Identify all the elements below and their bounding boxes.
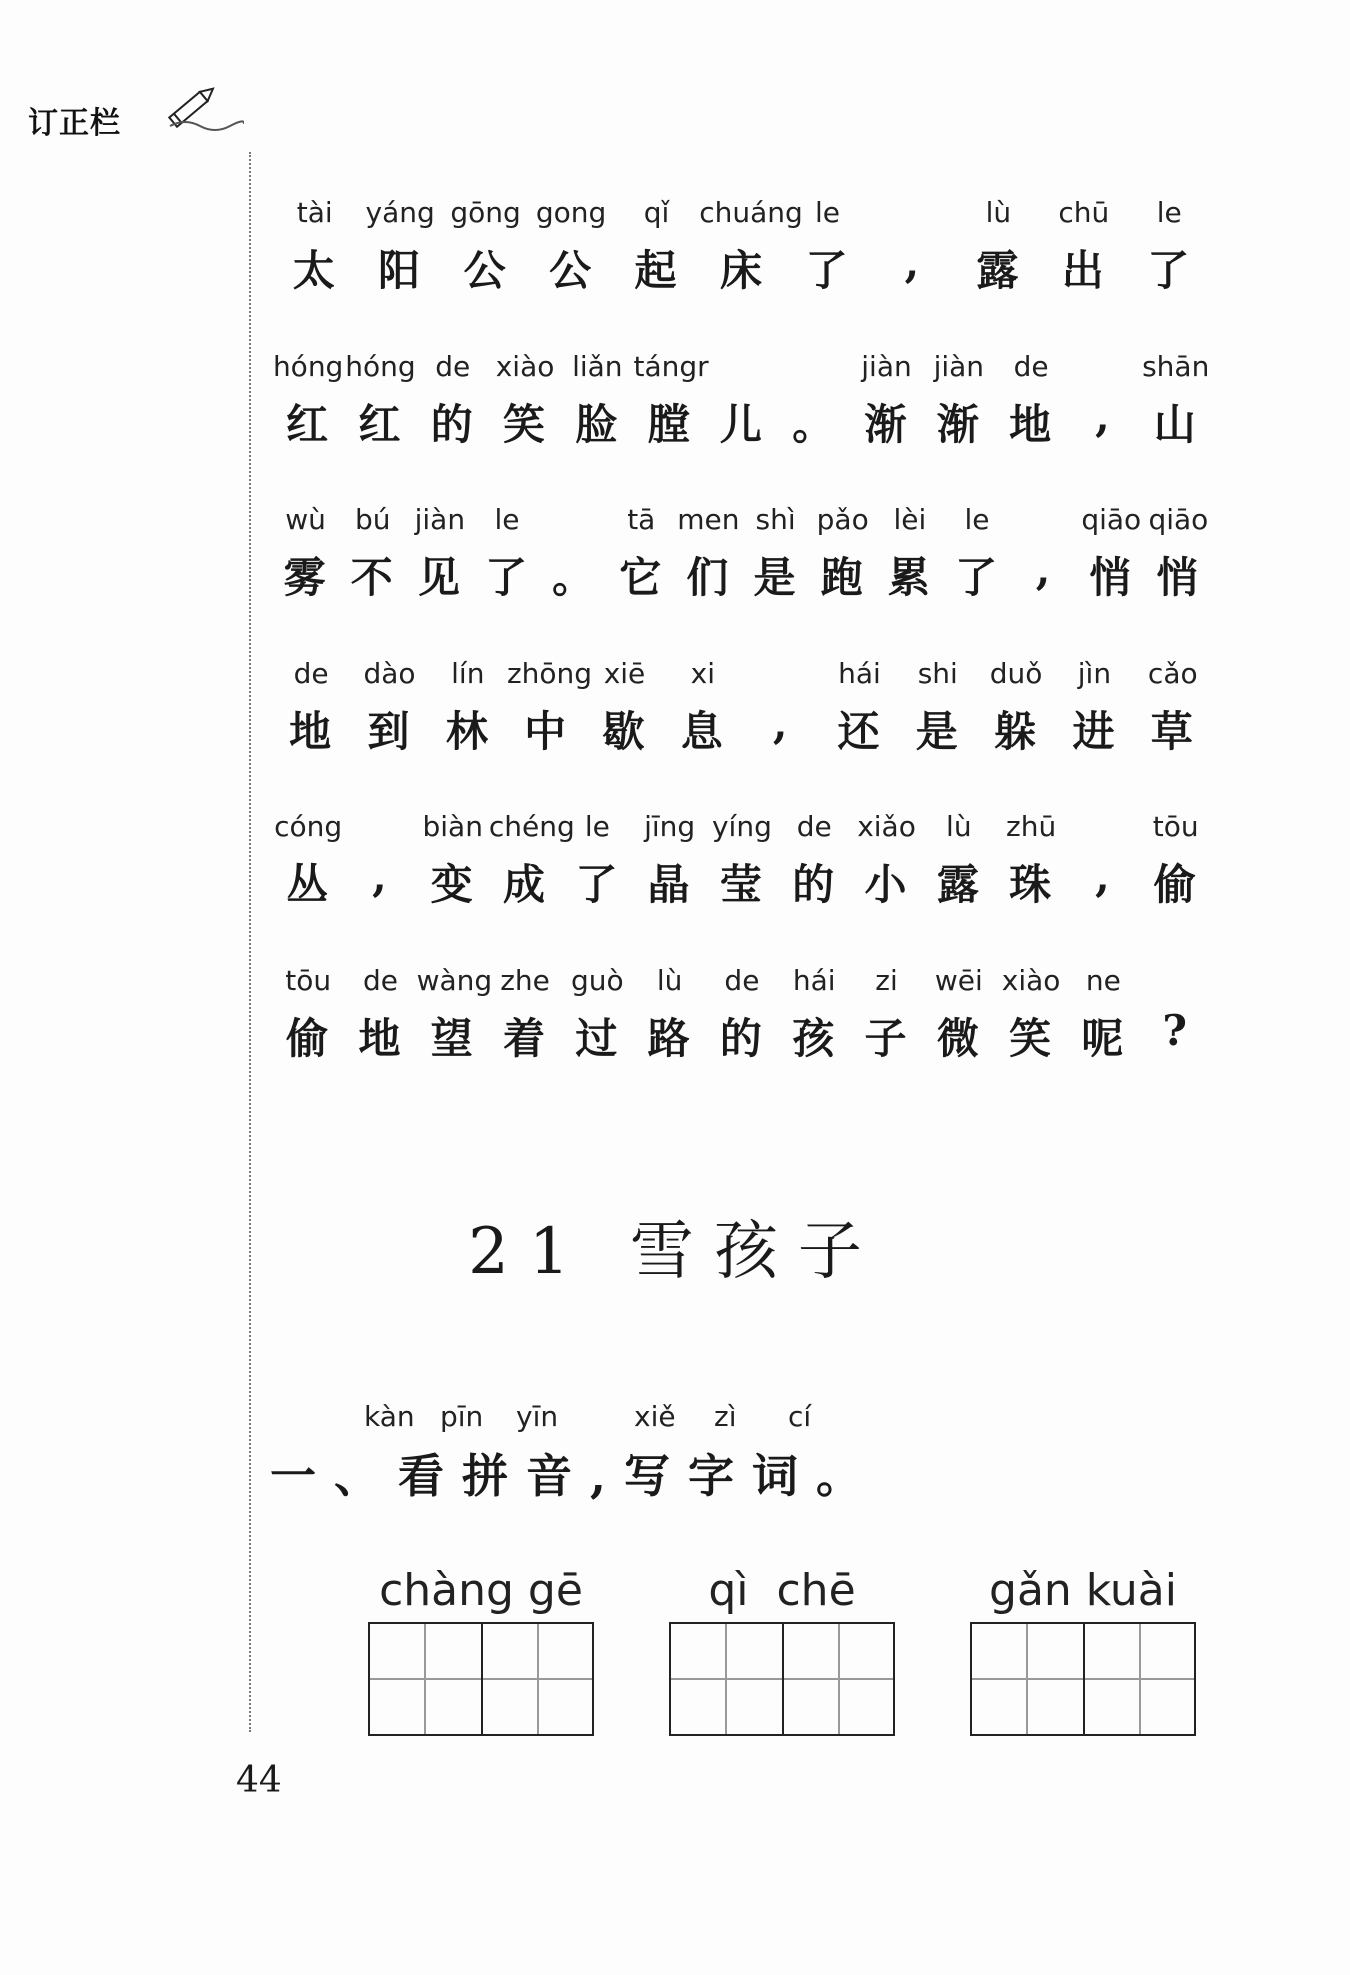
hanzi-char: 的 [430,400,475,449]
hanzi-row [272,392,1212,452]
hanzi-char: 路 [647,1014,692,1063]
word-pinyin: qì chē [708,1565,856,1616]
hanzi-char: 悄 [1089,553,1134,602]
pinyin-syllable: jiàn [933,350,985,383]
pinyin-row [272,810,1212,843]
hanzi-char: , [1095,392,1112,441]
hanzi-char: 了 [484,553,529,602]
pinyin-syllable: le [584,810,610,843]
hanzi-char: 累 [887,553,932,602]
hanzi-char: 了 [575,860,620,909]
pinyin-syllable: lù [656,964,683,997]
hanzi-char: 红 [358,400,403,449]
hanzi-char: 儿 [719,400,764,449]
hanzi-row [272,1006,1212,1066]
hanzi-char: , [772,699,790,748]
pinyin-syllable: bú [354,503,391,536]
hanzi-char: 林 [445,707,490,756]
hanzi-char: 草 [1150,707,1195,756]
pinyin-syllable: le [494,503,520,536]
hanzi-char: 悄 [1156,553,1201,602]
writing-cell[interactable] [1083,1624,1194,1734]
hanzi-char: 躲 [994,707,1039,756]
pinyin-syllable: pǎo [816,503,869,536]
pinyin-syllable: tángr [633,350,709,383]
hanzi-char: 丛 [286,860,331,909]
word-exercise [970,1560,1196,1736]
writing-cell[interactable] [972,1624,1083,1734]
pinyin-syllable: yíng [711,810,772,843]
pinyin-row [272,350,1212,383]
pinyin-syllable: pīn [440,1400,484,1433]
hanzi-char: 是 [915,707,960,756]
word-pinyin: gǎn kuài [989,1565,1177,1616]
pencil-icon [160,78,244,138]
writing-cell[interactable] [782,1624,893,1734]
hanzi-char: 公 [463,246,508,295]
pinyin-syllable: jiàn [861,350,912,383]
pinyin-syllable: xi [690,657,715,690]
word-exercise [669,1560,895,1736]
hanzi-char: 笑 [503,400,548,449]
hanzi-char: 中 [524,707,569,756]
pinyin-syllable: biàn [422,810,483,843]
pinyin-syllable: hóng [345,350,416,383]
hanzi-char: 露 [976,246,1021,295]
pinyin-syllable: zì [714,1400,737,1433]
pinyin-syllable: xiào [495,350,555,383]
writing-cell[interactable] [481,1624,592,1734]
hanzi-char: ? [1162,1006,1190,1055]
pinyin-syllable: qiāo [1148,503,1209,536]
pinyin-syllable: xiào [1001,964,1061,997]
writing-grid [669,1622,895,1736]
pinyin-syllable: xiē [603,657,646,690]
pinyin-syllable: ne [1085,964,1121,997]
section-heading: 一、看拼音,写字词。 [270,1449,881,1503]
pinyin-syllable: jiàn [414,503,466,536]
pinyin-syllable: wù [285,503,326,536]
pinyin-row [272,503,1212,536]
pinyin-syllable: shān [1142,350,1210,383]
pinyin-row [272,964,1212,997]
hanzi-char: 笑 [1009,1014,1054,1063]
pinyin-syllable [778,350,850,383]
pinyin-syllable: yáng [365,196,435,229]
pinyin-syllable: xiě [634,1400,676,1433]
pinyin-syllable [1140,964,1212,997]
pinyin-syllable: qǐ [643,196,670,229]
pinyin-syllable [742,657,820,690]
pinyin-syllable: qiāo [1081,503,1142,536]
hanzi-char: 偷 [286,1014,331,1063]
hanzi-char: 晶 [647,860,692,909]
pinyin-syllable: lín [451,657,485,690]
hanzi-char: 见 [417,553,462,602]
hanzi-char: 公 [549,246,594,295]
hanzi-char: 呢 [1081,1014,1126,1063]
correction-column-label: 订正栏 [28,106,121,141]
hanzi-char: 偷 [1153,860,1198,909]
hanzi-char: 红 [286,400,331,449]
pinyin-syllable: chéng [488,810,575,843]
hanzi-char: 脸 [575,400,620,449]
pinyin-syllable: le [964,503,990,536]
hanzi-char: 床 [719,246,764,295]
pinyin-syllable: gōng [450,196,521,229]
writing-cell[interactable] [671,1624,782,1734]
pinyin-syllable: hóng [272,350,344,383]
hanzi-char: 小 [864,860,909,909]
hanzi-char: 地 [1009,400,1054,449]
pinyin-syllable [1067,350,1139,383]
pinyin-syllable: gong [535,196,607,229]
hanzi-char: 了 [1147,246,1192,295]
pinyin-syllable: de [724,964,760,997]
pinyin-syllable: hái [792,964,836,997]
hanzi-char: 不 [350,553,395,602]
hanzi-row [272,699,1212,759]
pinyin-syllable: shì [755,503,796,536]
pinyin-syllable: kàn [364,1400,415,1433]
hanzi-char: 出 [1061,246,1106,295]
hanzi-char: 还 [837,707,882,756]
pinyin-syllable: jīng [644,810,696,843]
hanzi-char: 起 [634,246,679,295]
pinyin-syllable: de [362,964,398,997]
pinyin-syllable: tài [296,196,333,229]
hanzi-char: 歇 [602,707,647,756]
pinyin-syllable: tā [627,503,656,536]
hanzi-char: 是 [753,553,798,602]
hanzi-char: 太 [292,246,337,295]
pinyin-syllable: xiǎo [857,810,916,843]
hanzi-char: 渐 [864,400,909,449]
hanzi-char: 。 [792,400,837,449]
writing-cell[interactable] [370,1624,481,1734]
pinyin-syllable: de [435,350,471,383]
hanzi-char: 变 [430,860,475,909]
hanzi-char: 了 [805,246,850,295]
word-exercise [368,1560,594,1736]
hanzi-char: , [904,238,922,287]
hanzi-char: 露 [936,860,981,909]
hanzi-char: 进 [1072,707,1117,756]
pinyin-syllable: duǒ [989,657,1043,690]
pinyin-syllable: chū [1058,196,1110,229]
hanzi-char: 成 [503,860,548,909]
hanzi-char: 山 [1153,400,1198,449]
hanzi-char: 阳 [378,246,423,295]
pinyin-syllable: de [1013,350,1049,383]
pinyin-syllable: tōu [1152,810,1199,843]
pinyin-syllable: jìn [1077,657,1112,690]
hanzi-char: 息 [680,707,725,756]
writing-grid [368,1622,594,1736]
lesson-name: 雪孩子 [629,1215,882,1289]
writing-grid [970,1622,1196,1736]
hanzi-char: 渐 [936,400,981,449]
pinyin-syllable: guò [571,964,624,997]
hanzi-row [272,238,1212,298]
word-pinyin: chàng gē [379,1565,583,1616]
pinyin-syllable: liǎn [572,350,623,383]
hanzi-char: 莹 [719,860,764,909]
hanzi-char: 它 [619,553,664,602]
page-number: 44 [236,1760,282,1801]
pinyin-syllable: zhe [500,964,550,997]
pinyin-syllable: shi [917,657,958,690]
pinyin-syllable: yīn [516,1400,559,1433]
pinyin-syllable [706,350,778,383]
pinyin-syllable: tōu [285,964,332,997]
pinyin-syllable: lù [946,810,972,843]
pinyin-syllable: dào [363,657,416,690]
pinyin-syllable: hái [838,657,881,690]
hanzi-char: 着 [503,1014,548,1063]
lesson-title [0,1200,1350,1292]
pinyin-syllable [1067,810,1139,843]
pinyin-syllable: chuáng [699,196,803,229]
hanzi-char: 跑 [820,553,865,602]
hanzi-char: 地 [289,707,334,756]
pinyin-syllable: le [814,196,840,229]
pinyin-syllable: cǎo [1147,657,1198,690]
pinyin-syllable: de [293,657,329,690]
hanzi-char: 的 [719,1014,764,1063]
pinyin-syllable: wēi [934,964,983,997]
pinyin-syllable: lèi [893,503,927,536]
hanzi-row [272,852,1212,912]
hanzi-char: 望 [430,1014,475,1063]
pinyin-syllable [541,503,608,536]
hanzi-char: 珠 [1009,860,1054,909]
hanzi-char: 子 [864,1014,909,1063]
pinyin-syllable [344,810,416,843]
hanzi-char: 过 [575,1014,620,1063]
pinyin-syllable: wàng [416,964,493,997]
pinyin-syllable: lù [985,196,1012,229]
pinyin-syllable: zi [875,964,898,997]
lesson-number: 21 [468,1215,590,1289]
pinyin-row [272,196,1212,229]
hanzi-char: 雾 [283,553,328,602]
pinyin-syllable: de [796,810,832,843]
hanzi-char: 孩 [792,1014,837,1063]
pinyin-syllable: zhōng [506,657,593,690]
margin-dotted-rule [249,152,251,1732]
hanzi-char: , [372,852,389,901]
hanzi-char: 的 [792,860,837,909]
hanzi-row [272,545,1212,605]
pinyin-syllable [870,196,955,229]
hanzi-char: 。 [552,553,597,602]
hanzi-char: 微 [936,1014,981,1063]
hanzi-char: 地 [358,1014,403,1063]
hanzi-char: 膛 [647,400,692,449]
pinyin-row [272,657,1212,690]
hanzi-char: 们 [686,553,731,602]
hanzi-char: , [1095,852,1112,901]
pinyin-syllable: cí [788,1400,812,1433]
pinyin-syllable: le [1156,196,1182,229]
pinyin-syllable: zhū [1006,810,1057,843]
pinyin-syllable: cóng [274,810,343,843]
pinyin-syllable [1011,503,1078,536]
hanzi-char: , [1035,545,1053,594]
hanzi-char: 到 [367,707,412,756]
hanzi-char: 了 [954,553,999,602]
pinyin-syllable: men [677,503,740,536]
